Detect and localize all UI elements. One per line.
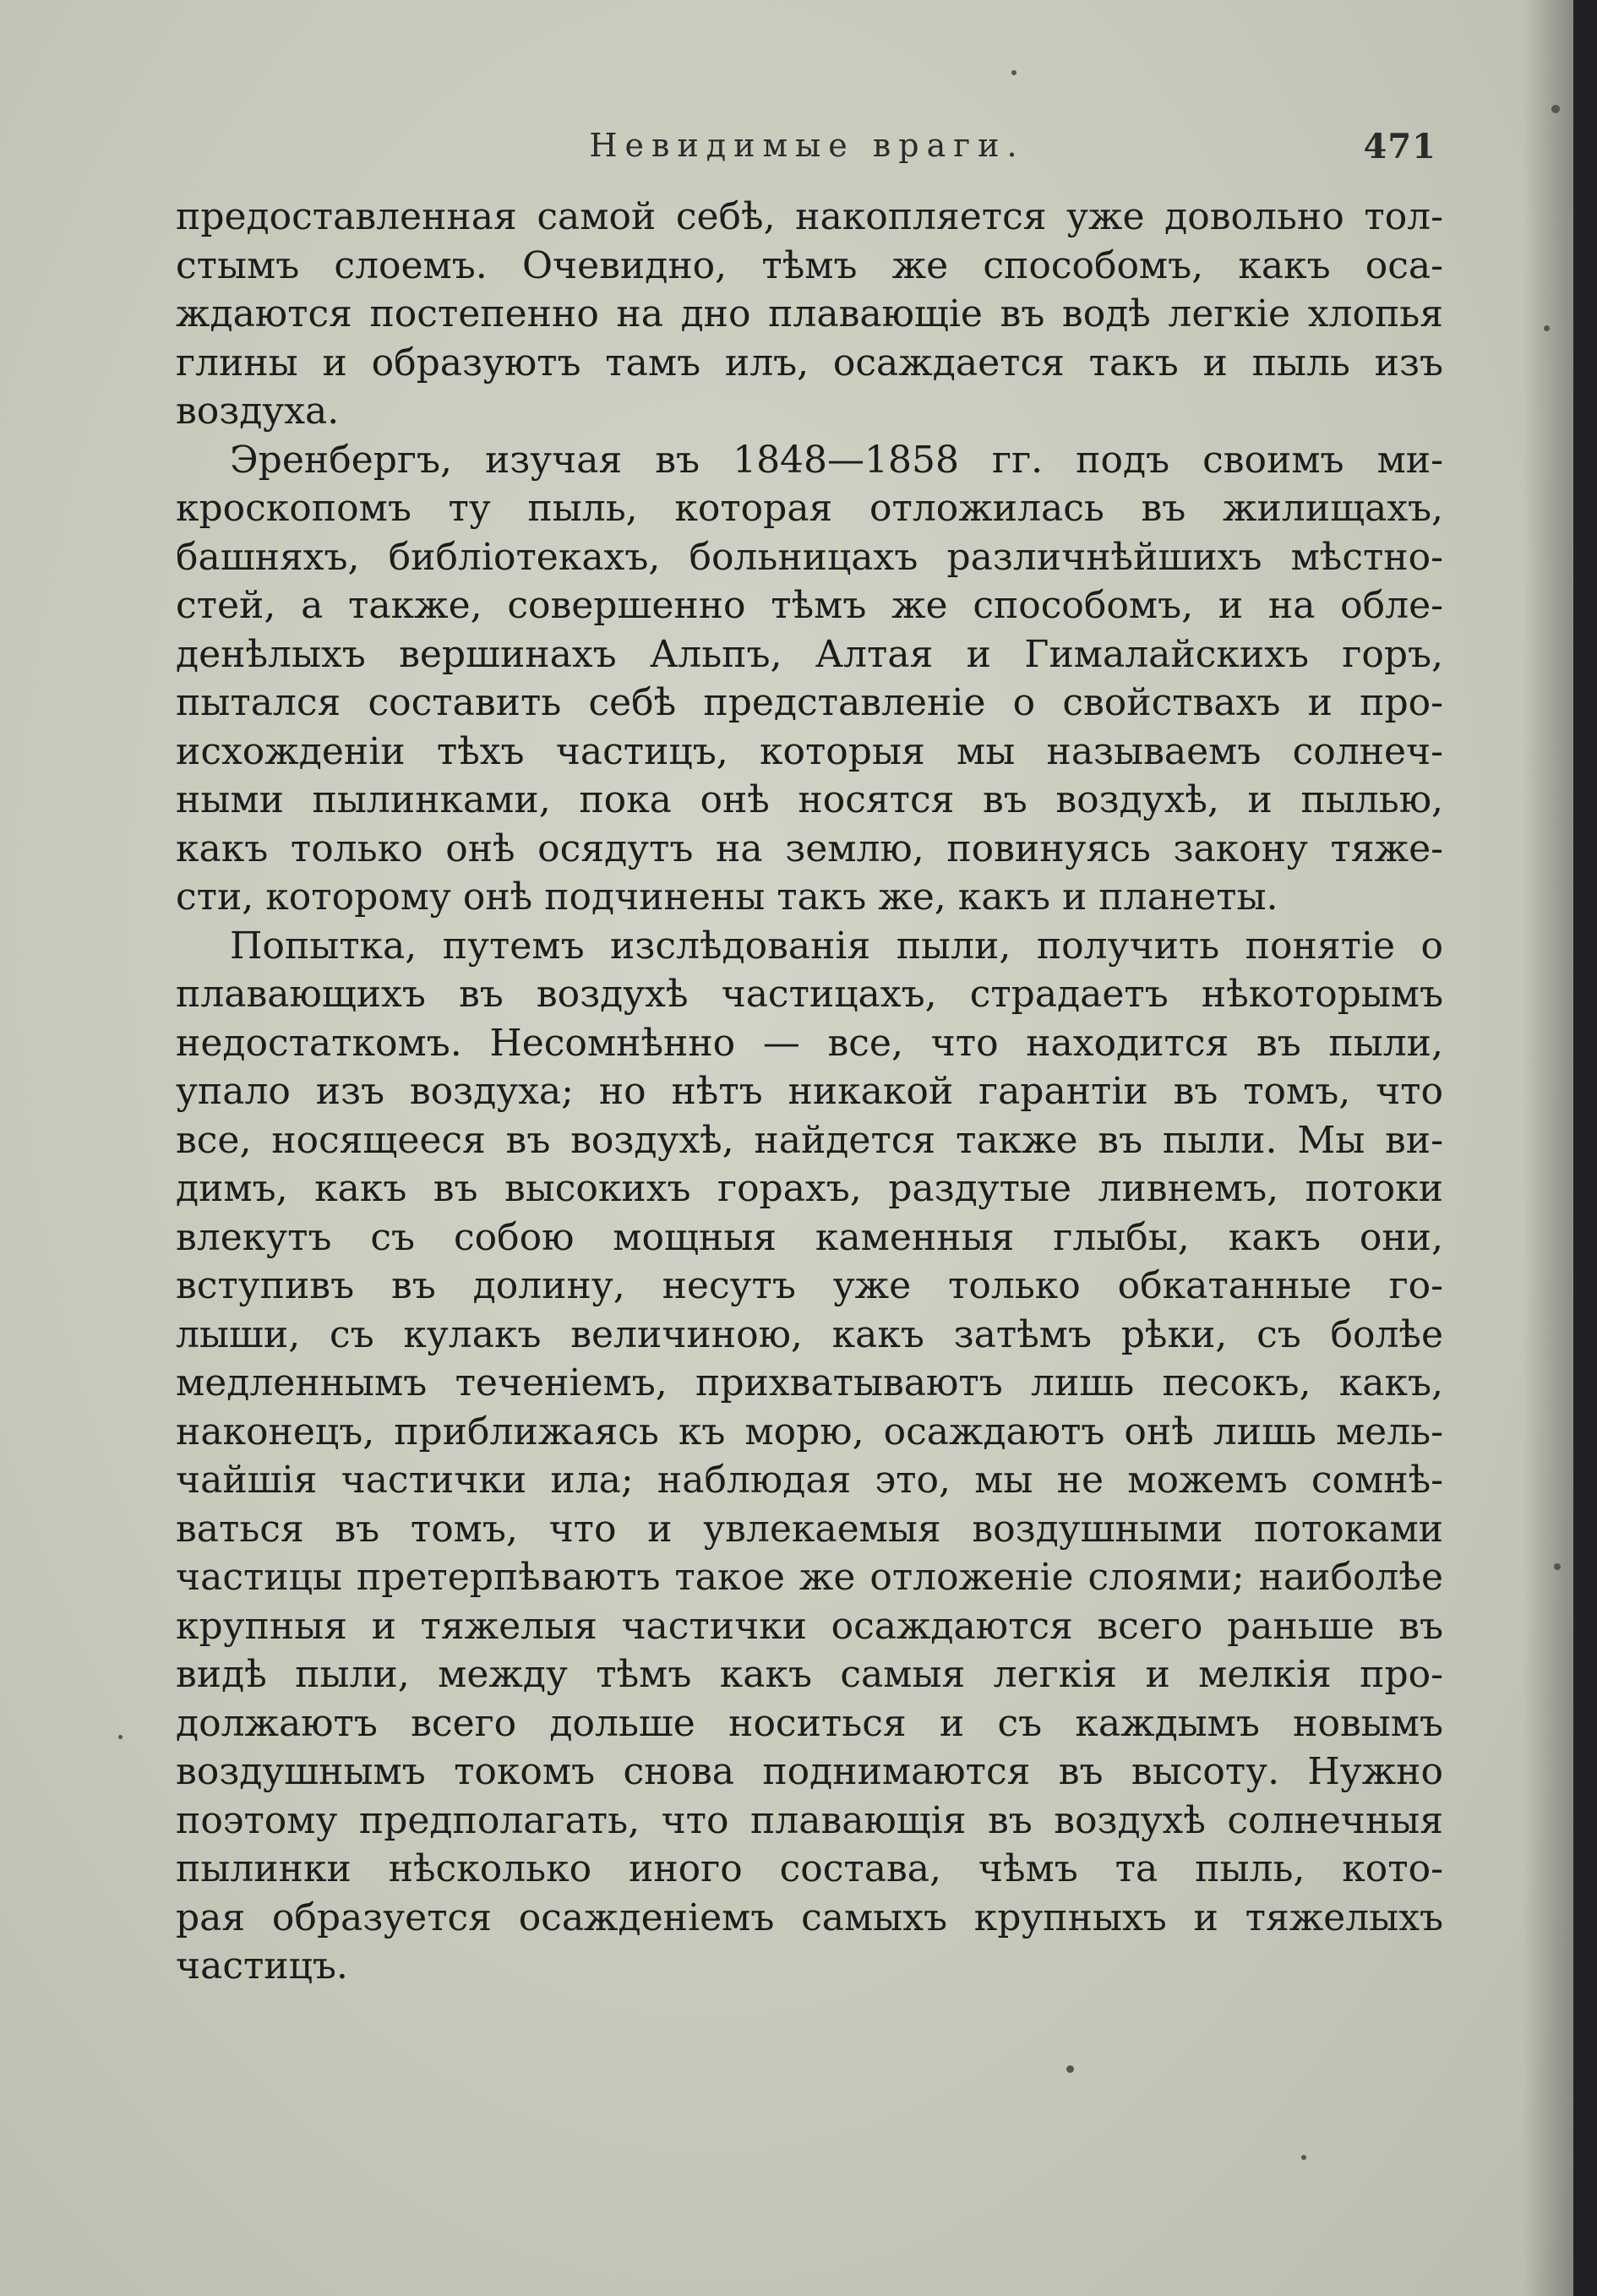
page-header [177, 127, 1436, 177]
text-line: должаютъ всего дольше носиться и съ каждымъ новымъ [176, 1701, 1443, 1745]
text-line: кроскопомъ ту пыль, которая отложилась въ жилищахъ, [176, 487, 1443, 530]
text-line: димъ, какъ въ высокихъ горахъ, раздутые ливнемъ, потоки [176, 1167, 1443, 1210]
text-line: исхожденіи тѣхъ частицъ, которыя мы называемъ солнеч- [176, 729, 1443, 773]
text-line: влекутъ съ собою мощныя каменныя глыбы, какъ они, [176, 1215, 1443, 1259]
text-line: недостаткомъ. Несомнѣнно — все, что находится въ пыли, [176, 1021, 1443, 1065]
text-line: денѣлыхъ вершинахъ Альпъ, Алтая и Гималайскихъ горъ, [176, 632, 1443, 676]
paper-speck [1551, 105, 1560, 113]
text-line: вступивъ въ долину, несутъ уже только обкатанные го- [176, 1264, 1443, 1307]
text-line: видѣ пыли, между тѣмъ какъ самыя легкія и мелкія про- [176, 1653, 1443, 1696]
running-title: Невидимые враги. [589, 127, 1025, 164]
text-line: Эренбергъ, изучая въ 1848—1858 гг. подъ своимъ ми- [230, 438, 1443, 482]
text-line: Попытка, путемъ изслѣдованія пыли, получить понятіе о [230, 924, 1443, 968]
paragraph [176, 193, 1443, 436]
text-line: ждаются постепенно на дно плавающіе въ водѣ легкіе хлопья [176, 292, 1443, 335]
text-line: чайшія частички ила; наблюдая это, мы не можемъ сомнѣ- [176, 1459, 1443, 1502]
text-line: лыши, съ кулакъ величиною, какъ затѣмъ рѣки, съ болѣе [176, 1312, 1443, 1356]
paper-speck [1011, 70, 1017, 75]
paragraph [176, 436, 1443, 922]
text-line: предоставленная самой себѣ, накопляется уже довольно тол- [176, 195, 1443, 238]
text-line: поэтому предполагать, что плавающія въ воздухѣ солнечныя [176, 1798, 1443, 1842]
text-line: медленнымъ теченіемъ, прихватываютъ лишь песокъ, какъ, [176, 1361, 1443, 1404]
text-line: стей, а также, совершенно тѣмъ же способомъ, и на обле- [176, 584, 1443, 627]
text-line: какъ только онѣ осядутъ на землю, повинуясь закону тяже- [176, 826, 1443, 870]
text-line: глины и образуютъ тамъ илъ, осаждается такъ и пыль изъ [176, 341, 1443, 384]
text-line: рая образуется осажденіемъ самыхъ крупныхъ и тяжелыхъ [176, 1895, 1443, 1939]
paper-speck [1066, 2065, 1074, 2073]
text-line: упало изъ воздуха; но нѣтъ никакой гарантіи въ томъ, что [176, 1070, 1443, 1113]
paper-speck [1554, 1563, 1561, 1570]
body-text [176, 193, 1443, 1991]
text-line: ваться въ томъ, что и увлекаемыя воздушными потоками [176, 1507, 1443, 1551]
text-line: крупныя и тяжелыя частички осаждаются всего раньше въ [176, 1604, 1443, 1648]
paper-speck [1544, 325, 1550, 331]
text-line: пытался составить себѣ представленіе о свойствахъ и про- [176, 681, 1443, 724]
page-number: 471 [1363, 127, 1436, 166]
paragraph [176, 922, 1443, 1991]
text-line: все, носящееся въ воздухѣ, найдется также въ пыли. Мы ви- [176, 1118, 1443, 1162]
text-line: наконецъ, приближаясь къ морю, осаждаютъ онѣ лишь мель- [176, 1410, 1443, 1453]
paper-speck [1301, 2155, 1306, 2160]
text-line: плавающихъ въ воздухѣ частицахъ, страдаетъ нѣкоторымъ [176, 973, 1443, 1016]
text-line: воздушнымъ токомъ снова поднимаются въ высоту. Нужно [176, 1750, 1443, 1793]
text-line: стымъ слоемъ. Очевидно, тѣмъ же способомъ, какъ оса- [176, 243, 1443, 287]
text-line: башняхъ, библіотекахъ, больницахъ различнѣйшихъ мѣстно- [176, 535, 1443, 579]
paper-speck [118, 1735, 123, 1739]
text-line: частицы претерпѣваютъ такое же отложеніе слоями; наиболѣе [176, 1556, 1443, 1599]
text-line: частицъ. [176, 1944, 348, 1988]
text-line: ными пылинками, пока онѣ носятся въ воздухѣ, и пылью, [176, 778, 1443, 821]
text-line: пылинки нѣсколько иного состава, чѣмъ та пыль, кото- [176, 1847, 1443, 1890]
text-line: сти, которому онѣ подчинены такъ же, какъ и планеты. [176, 875, 1278, 919]
text-line: воздуха. [176, 390, 340, 433]
page-edge-shadow [1523, 0, 1573, 2296]
